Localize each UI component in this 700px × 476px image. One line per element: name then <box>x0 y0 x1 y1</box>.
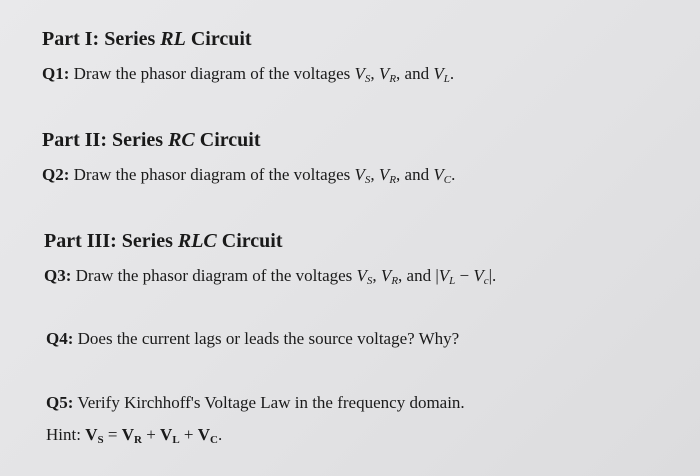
part-3-title-prefix: Part III: Series <box>44 230 178 252</box>
symbol-vr: V <box>378 64 390 83</box>
symbol-vs: V <box>85 425 98 444</box>
equals-sign: = <box>103 425 122 444</box>
symbol-vr: V <box>121 425 134 444</box>
symbol-vs-sub: S <box>366 275 373 287</box>
symbol-vs-sub: S <box>97 434 104 446</box>
symbol-vr: V <box>378 165 390 184</box>
question-4 <box>46 328 459 350</box>
symbol-vl-sub: L <box>449 275 456 287</box>
period: . <box>217 425 223 444</box>
part-3-title-suffix: Circuit <box>216 230 283 252</box>
part-2-title-italic: RC <box>168 129 195 151</box>
period: . <box>451 165 456 184</box>
symbol-vl: V <box>433 64 444 83</box>
part-2-title-suffix: Circuit <box>194 129 261 151</box>
separator: , and | <box>398 266 439 285</box>
question-3-label: Q3: <box>44 266 72 285</box>
symbol-vs: V <box>354 64 365 83</box>
minus-sign: − <box>455 266 474 285</box>
part-1-title-italic: RL <box>160 28 186 50</box>
symbol-vl: V <box>438 266 450 285</box>
question-2-text: Draw the phasor diagram of the voltages <box>69 165 355 184</box>
question-3-text: Draw the phasor diagram of the voltages <box>71 266 357 285</box>
plus-sign: + <box>179 425 198 444</box>
part-1-title-prefix: Part I: Series <box>42 28 161 50</box>
symbol-vl-sub: L <box>172 434 180 446</box>
separator: , <box>372 266 381 285</box>
symbol-vs-sub: S <box>364 73 371 85</box>
separator: , and <box>396 64 434 83</box>
symbol-vs: V <box>354 165 365 184</box>
part-2-title-prefix: Part II: Series <box>42 129 169 151</box>
question-4-text: Does the current lags or leads the source voltage? Why? <box>73 329 460 348</box>
question-1-text: Draw the phasor diagram of the voltages <box>69 64 355 83</box>
separator: , and <box>396 165 434 184</box>
separator: , <box>370 165 379 184</box>
question-5-text: Verify Kirchhoff's Voltage Law in the frequency domain. <box>73 393 465 412</box>
symbol-vs-sub: S <box>364 174 371 186</box>
symbol-vs: V <box>356 266 367 285</box>
question-2 <box>42 164 455 186</box>
question-5-label: Q5: <box>46 393 74 412</box>
symbol-vr: V <box>380 266 392 285</box>
symbol-vc: V <box>473 266 484 285</box>
plus-sign: + <box>141 425 161 444</box>
part-3-title-italic: RLC <box>177 230 217 252</box>
symbol-vr-sub: R <box>391 275 399 287</box>
part-3-heading <box>44 229 283 253</box>
symbol-vr-sub: R <box>133 434 142 446</box>
period: |. <box>488 266 497 285</box>
symbol-vc: V <box>197 425 211 444</box>
question-1 <box>42 63 454 85</box>
hint-label: Hint: <box>46 425 86 444</box>
part-2-heading <box>42 128 261 152</box>
question-2-label: Q2: <box>42 165 70 184</box>
symbol-vl: V <box>160 425 173 444</box>
question-3 <box>44 265 496 287</box>
hint-line <box>46 424 222 446</box>
symbol-vc-sub: C <box>443 174 452 186</box>
separator: , <box>370 64 379 83</box>
question-4-label: Q4: <box>46 329 74 348</box>
symbol-vr-sub: R <box>389 73 397 85</box>
symbol-vr-sub: R <box>389 174 397 186</box>
symbol-vl-sub: L <box>443 73 450 85</box>
symbol-vc-sub: c <box>483 275 489 287</box>
symbol-vc: V <box>433 165 444 184</box>
question-5 <box>46 392 465 414</box>
part-1-title-suffix: Circuit <box>185 28 252 50</box>
symbol-vc-sub: C <box>210 434 218 446</box>
part-1-heading <box>42 27 252 51</box>
period: . <box>449 64 455 83</box>
question-1-label: Q1: <box>42 64 70 83</box>
